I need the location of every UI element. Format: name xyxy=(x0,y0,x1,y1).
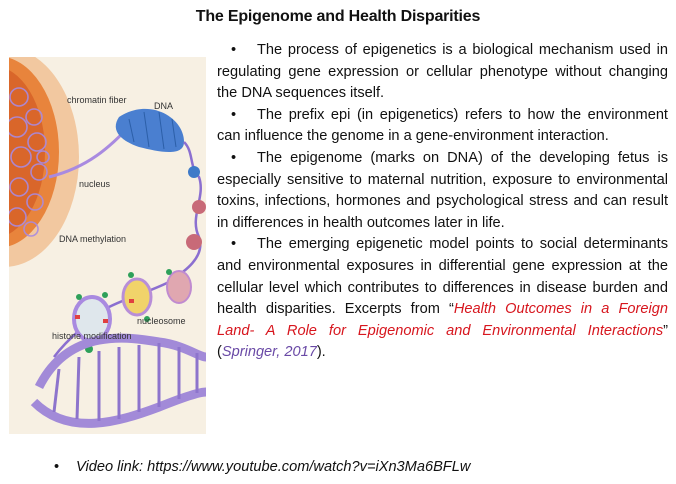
label-dna-methylation: DNA methylation xyxy=(59,234,127,244)
bullet-item xyxy=(217,40,668,105)
video-link-label: Video link: xyxy=(76,459,148,475)
bullet-item xyxy=(217,148,668,234)
label-nucleosome: nucleosome xyxy=(137,316,186,326)
label-chromatin-fiber: chromatin fiber xyxy=(67,95,127,105)
bullet-icon: • xyxy=(231,42,237,58)
citation-end: ). xyxy=(316,344,326,361)
bullet-text: The process of epigenetics is a biological mechanism used in regulating gene expression or cellular phenotype without changing the DNA sequences itself. xyxy=(217,42,668,102)
bullet-list xyxy=(217,40,668,364)
label-dna: DNA xyxy=(154,101,174,111)
epigenetics-figure xyxy=(9,57,206,434)
publisher-citation: Springer, 2017 xyxy=(221,344,317,361)
bullet-text: The prefix epi (in epigenetics) refers to how the environment can influence the genome in a gene-environment interaction. xyxy=(217,106,668,145)
page-title: The Epigenome and Health Disparities xyxy=(195,8,481,25)
video-link-url[interactable]: https://www.youtube.com/watch?v=iXn3Ma6BFLw xyxy=(147,459,471,475)
video-link-line xyxy=(54,459,470,475)
bullet-item xyxy=(217,105,668,148)
epigenetics-diagram-icon xyxy=(9,57,206,434)
book-title: Health Outcomes in a Foreign Land- A Role for Epigenomic and Environmental Interactions xyxy=(217,301,668,339)
bullet-icon: • xyxy=(231,106,237,123)
citation-mid: ” ( xyxy=(217,322,668,361)
bullet-icon: • xyxy=(54,459,60,475)
label-nucleus: nucleus xyxy=(79,179,111,189)
bullet-text: The emerging epigenetic model points to social determinants and environmental exposures in differential gene expression at the cellular level which contributes to differences in disease burden and health disparities. Excerpts from “ xyxy=(217,236,668,318)
bullet-icon: • xyxy=(231,149,237,166)
label-histone-modification: histone modification xyxy=(52,331,132,341)
bullet-text: The epigenome (marks on DNA) of the developing fetus is especially sensitive to maternal nutrition, exposure to environmental toxins, infections, hormones and psychological stress and can result in differences in health outcomes later in life. xyxy=(217,149,668,231)
bullet-icon: • xyxy=(231,236,237,253)
bullet-item xyxy=(217,234,668,364)
